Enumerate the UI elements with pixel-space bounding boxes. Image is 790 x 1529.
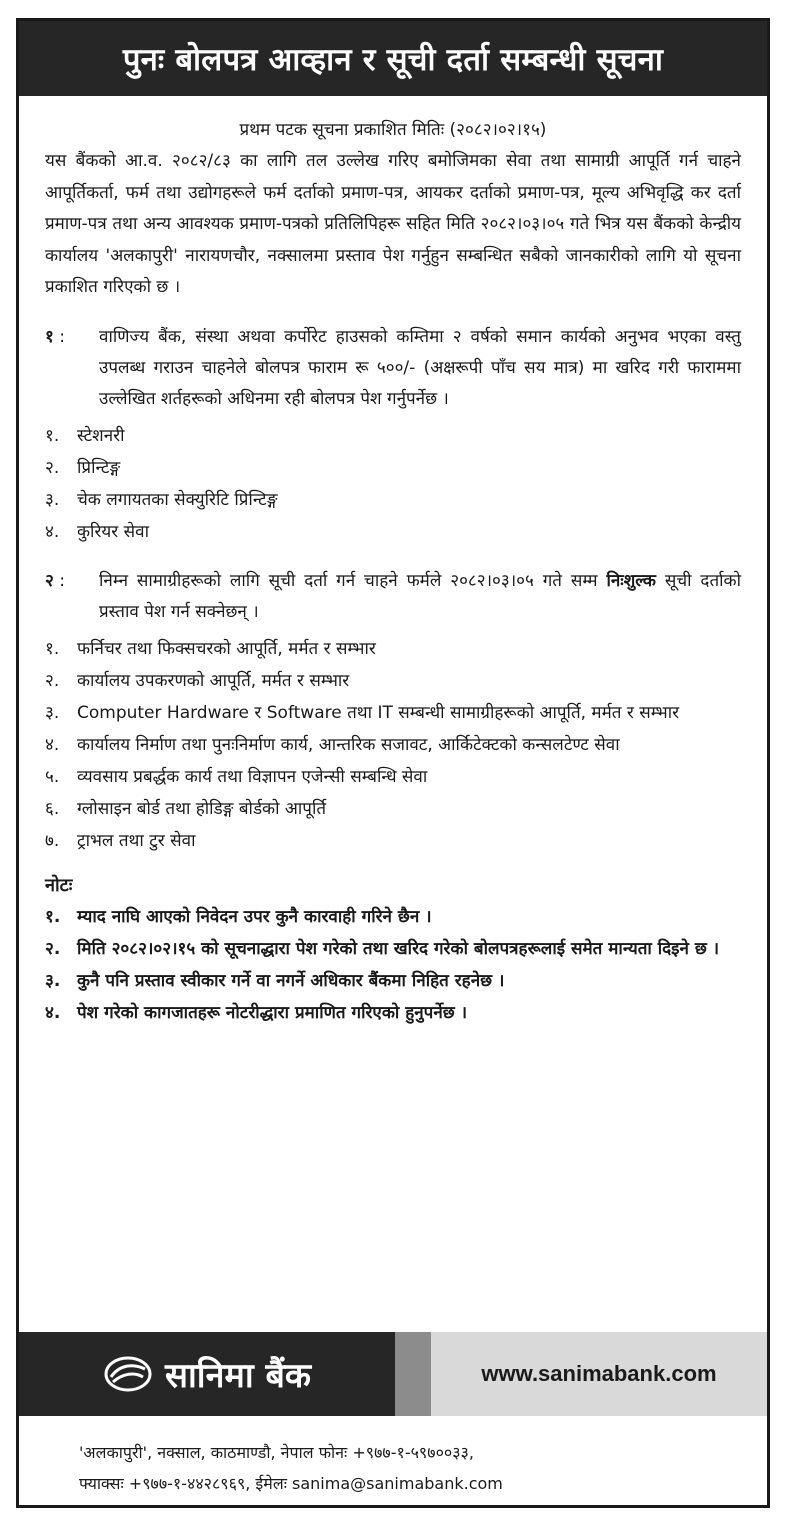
note-item: ३. कुनै पनि प्रस्ताव स्वीकार गर्ने वा नगर्ने अधिकार बैंकमा निहित रहनेछ । [45,970,505,991]
bank-logo-block [19,1332,395,1416]
section-1-text: वाणिज्य बैंक, संस्था अथवा कर्पोरेट हाउसको कम्तिमा २ वर्षको समान कार्यको अनुभव भएका वस्तु उपलब्ध गराउन चाहनेले बोलपत्र फाराम रू ५००/- (अक्षरूपी पाँच सय मात्र) मा खरिद गरी फाराममा उल्लेखित शर्तहरूको अधिनमा रही बोलपत्र पेश गर्नुपर्नेछ । [99,326,741,409]
list-item: ४. कार्यालय निर्माण तथा पुनःनिर्माण कार्य, आन्तरिक सजावट, आर्किटेक्टको कन्सलटेण्ट सेवा [45,734,620,755]
address-line-2: फ्याक्सः +९७७-१-४४२८९६९, ईमेलः sanima@sanimabank.com [79,1474,503,1493]
list-item: २. कार्यालय उपकरणको आपूर्ति, मर्मत र सम्भार [45,670,350,691]
bank-name: सानिमा बैंक [165,1356,311,1396]
section-2-list [45,633,741,857]
section-2-number: २ : [45,570,65,591]
section-2 [45,566,741,628]
publication-date: प्रथम पटक सूचना प्रकाशित मितिः (२०८२।०२।१५) [239,120,547,140]
list-item: १. फर्निचर तथा फिक्सचरको आपूर्ति, मर्मत र सम्भार [45,638,376,659]
list-item: ५. व्यवसाय प्रबर्द्धक कार्य तथा विज्ञापन एजेन्सी सम्बन्धि सेवा [45,766,428,787]
address-line-1: 'अलकापुरी', नक्साल, काठमाण्डौ, नेपाल फोनः +९७७-१-५९७००३३, [79,1443,474,1462]
list-item: ७. ट्राभल तथा टुर सेवा [45,830,196,851]
section-1-number: १ : [45,326,65,347]
list-item: ४. कुरियर सेवा [45,521,149,542]
notes-heading: नोटः [45,874,73,896]
list-item: ३. चेक लगायतका सेक्युरिटि प्रिन्टिङ्ग [45,489,278,510]
list-item: २. प्रिन्टिङ्ग [45,457,121,478]
list-item: ६. ग्लोसाइन बोर्ड तथा होडिङ्ग बोर्डको आपूर्ति [45,798,327,819]
free-of-charge-label: निःशुल्क [606,570,656,591]
note-item: ४. पेश गरेको कागजातहरू नोटरीद्धारा प्रमाणित गरिएको हुनुपर्नेछ । [45,1002,468,1023]
section-2-text: निम्न सामाग्रीहरूको लागि सूची दर्ता गर्न चाहने फर्मले २०८२।०३।०५ गते सम्म निःशुल्क सूची दर्ताको प्रस्ताव पेश गर्न सक्नेछन् । [99,570,741,622]
notice-content [19,117,767,1029]
bank-banner [19,1332,767,1416]
sanima-swirl-logo-icon [103,1355,153,1393]
bank-address [79,1437,739,1499]
list-item: ३. Computer Hardware र Software तथा IT सम्बन्धी सामाग्रीहरूको आपूर्ति, मर्मत र सम्भार [45,702,680,723]
section-1-list [45,420,741,548]
section-1 [45,322,741,415]
note-item: २. मिति २०८२।०२।१५ को सूचनाद्धारा पेश गरेको तथा खरिद गरेको बोलपत्रहरूलाई समेत मान्यता दिइने छ । [45,938,720,959]
note-item: १. म्याद नाघि आएको निवेदन उपर कुनै कारवाही गरिने छैन । [45,906,432,927]
bank-website[interactable]: www.sanimabank.com [431,1332,767,1416]
notice-frame [16,18,770,1508]
list-item: १. स्टेशनरी [45,425,125,446]
notice-headline: पुनः बोलपत्र आव्हान र सूची दर्ता सम्बन्धी सूचना [19,21,767,96]
notes-list [45,901,741,1029]
banner-divider [395,1332,431,1416]
intro-paragraph: यस बैंकको आ.व. २०८२/८३ का लागि तल उल्लेख गरिए बमोजिमका सेवा तथा सामाग्री आपूर्ति गर्न चाहने आपूर्तिकर्ता, फर्म तथा उद्योगहरूले फर्म दर्ताको प्रमाण-पत्र, आयकर दर्ताको प्रमाण-पत्र, मूल्य अभिवृद्धि कर दर्ता प्रमाण-पत्र तथा अन्य आवश्यक प्रमाण-पत्रको प्रतिलिपिहरू सहित मिति २०८२।०३।०५ गते भित्र यस बैंकको केन्द्रीय कार्यालय 'अलकापुरी' नारायणचौर, नक्सालमा प्रस्ताव पेश गर्नुहुन सम्बन्धित सबैको जानकारीको लागि यो सूचना प्रकाशित गरिएको छ । [45,151,741,297]
